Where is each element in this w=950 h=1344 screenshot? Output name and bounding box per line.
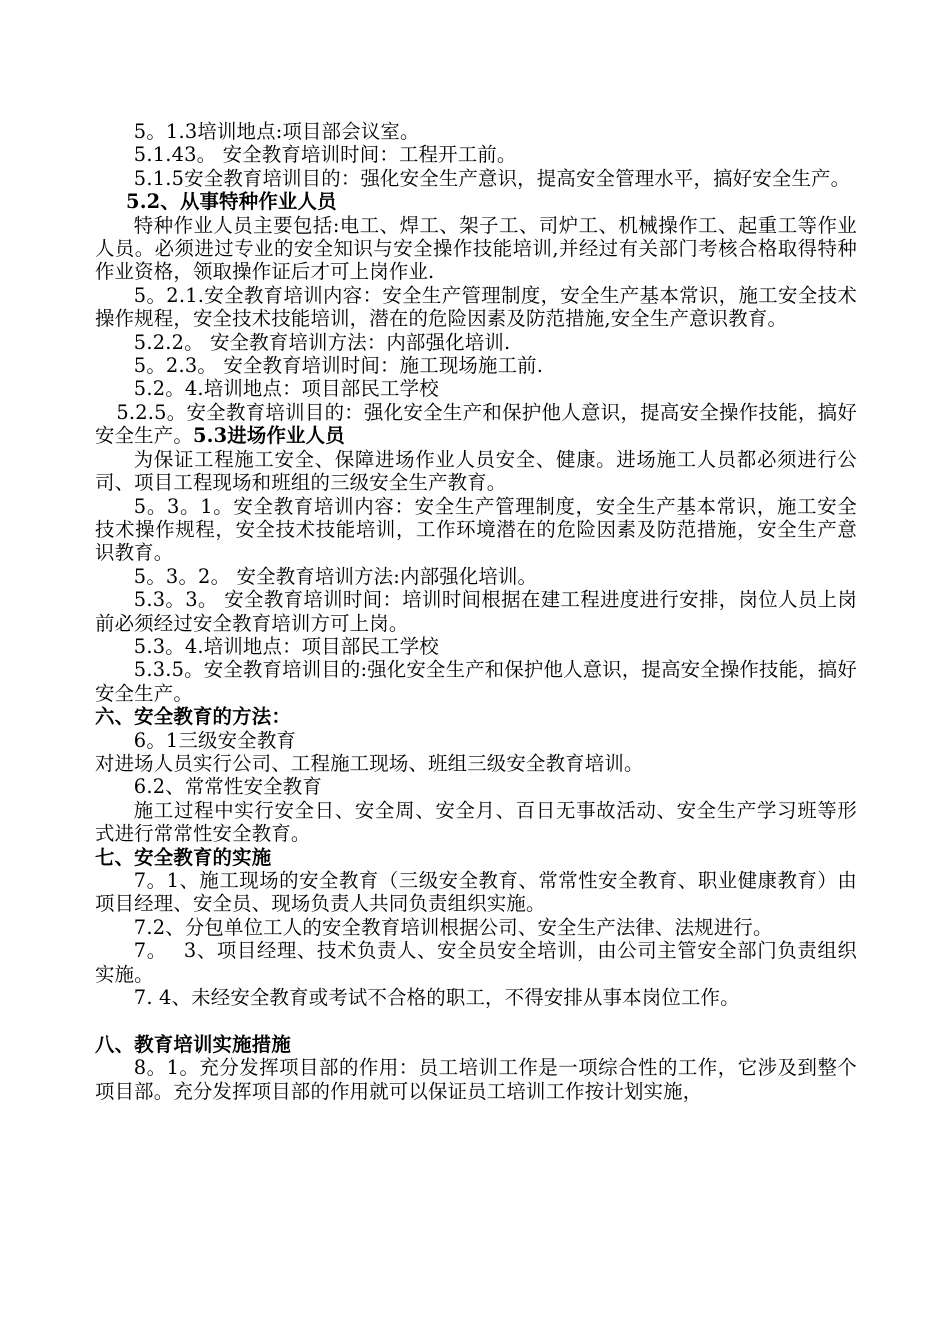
paragraph-7-4: 7. 4、未经安全教育或考试不合格的职工，不得安排从事本岗位工作。: [133, 986, 740, 1010]
section-heading-5-2: 5.2、从事特种作业人员: [126, 190, 337, 214]
section-heading-6: 六、安全教育的方法：: [95, 705, 291, 729]
paragraph-5-3-2: 5。3。2。 安全教育培训方法:内部强化培训。: [133, 564, 538, 588]
paragraph-8-1: 8。1。充分发挥项目部的作用：员工培训工作是一项综合性的工作，它涉及到整个项目部。充分发挥项目部的作用就可以保证员工培训工作按计划实施，: [95, 1056, 857, 1103]
paragraph-6-1: 6。1三级安全教育: [133, 728, 297, 752]
paragraph-5-2-5-text: 5.2.5。安全教育培训目的：强化安全生产和保护他人意识，提高安全操作技能，搞好安全生产。: [95, 400, 857, 448]
paragraph-5-2-5: [95, 401, 857, 448]
paragraph-6-2: 6.2、常常性安全教育: [133, 775, 322, 799]
paragraph-special-workers: 特种作业人员主要包括:电工、焊工、架子工、司炉工、机械操作工、起重工等作业人员。必须进过专业的安全知识与安全操作技能培训,并经过有关部门考核合格取得特种作业资格，领取操作证后才可上岗作业.: [95, 213, 857, 284]
section-heading-7: 七、安全教育的实施: [95, 845, 272, 869]
paragraph-5-2-2: 5.2.2。 安全教育培训方法：内部强化培训.: [133, 330, 511, 354]
paragraph-6-2-body: 施工过程中实行安全日、安全周、安全月、百日无事故活动、安全生产学习班等形式进行常常性安全教育。: [95, 798, 857, 846]
paragraph-7-3: 7。 3、项目经理、技术负责人、安全员安全培训，由公司主管安全部门负责组织实施。: [95, 939, 857, 986]
document-page: [95, 120, 857, 1103]
blank-line: [95, 1009, 857, 1032]
paragraph-7-2: 7.2、分包单位工人的安全教育培训根据公司、安全生产法律、法规进行。: [133, 915, 773, 939]
paragraph-site-workers-intro: 为保证工程施工安全、保障进场作业人员安全、健康。进场施工人员都必须进行公司、项目工程现场和班组的三级安全生产教育。: [95, 447, 857, 495]
paragraph-5-2-1: 5。2.1.安全教育培训内容：安全生产管理制度，安全生产基本常识，施工安全技术操作规程，安全技术技能培训，潜在的危险因素及防范措施,安全生产意识教育。: [95, 283, 857, 331]
paragraph-7-1: 7。1、施工现场的安全教育（三级安全教育、常常性安全教育、职业健康教育）由项目经理、安全员、现场负责人共同负责组织实施。: [95, 869, 857, 916]
section-heading-8: 八、教育培训实施措施: [95, 1032, 291, 1056]
paragraph-5-1-4: 5.1.43。 安全教育培训时间：工程开工前。: [133, 143, 517, 167]
paragraph-5-3-4: 5.3。4.培训地点：项目部民工学校: [133, 634, 439, 658]
paragraph-5-3-3: 5.3。3。 安全教育培训时间：培训时间根据在建工程进度进行安排，岗位人员上岗前必须经过安全教育培训方可上岗。: [95, 588, 857, 635]
paragraph-5-3-1: 5。3。1。安全教育培训内容：安全生产管理制度，安全生产基本常识，施工安全技术操作规程，安全技术技能培训，工作环境潜在的危险因素及防范措施，安全生产意识教育。: [95, 494, 857, 565]
section-heading-5-3: 5.3进场作业人员: [192, 424, 345, 448]
paragraph-6-1-body: 对进场人员实行公司、工程施工现场、班组三级安全教育培训。: [95, 751, 644, 775]
paragraph-5-2-4: 5.2。4.培训地点：项目部民工学校: [133, 377, 439, 401]
paragraph-5-3-5: 5.3.5。安全教育培训目的:强化安全生产和保护他人意识，提高安全操作技能，搞好安全生产。: [95, 658, 857, 705]
paragraph-5-1-5: 5.1.5安全教育培训目的：强化安全生产意识，提高安全管理水平，搞好安全生产。: [133, 166, 851, 190]
paragraph-5-1-3: 5。1.3培训地点:项目部会议室。: [133, 120, 420, 143]
paragraph-5-2-3: 5。2.3。 安全教育培训时间：施工现场施工前.: [133, 354, 544, 378]
